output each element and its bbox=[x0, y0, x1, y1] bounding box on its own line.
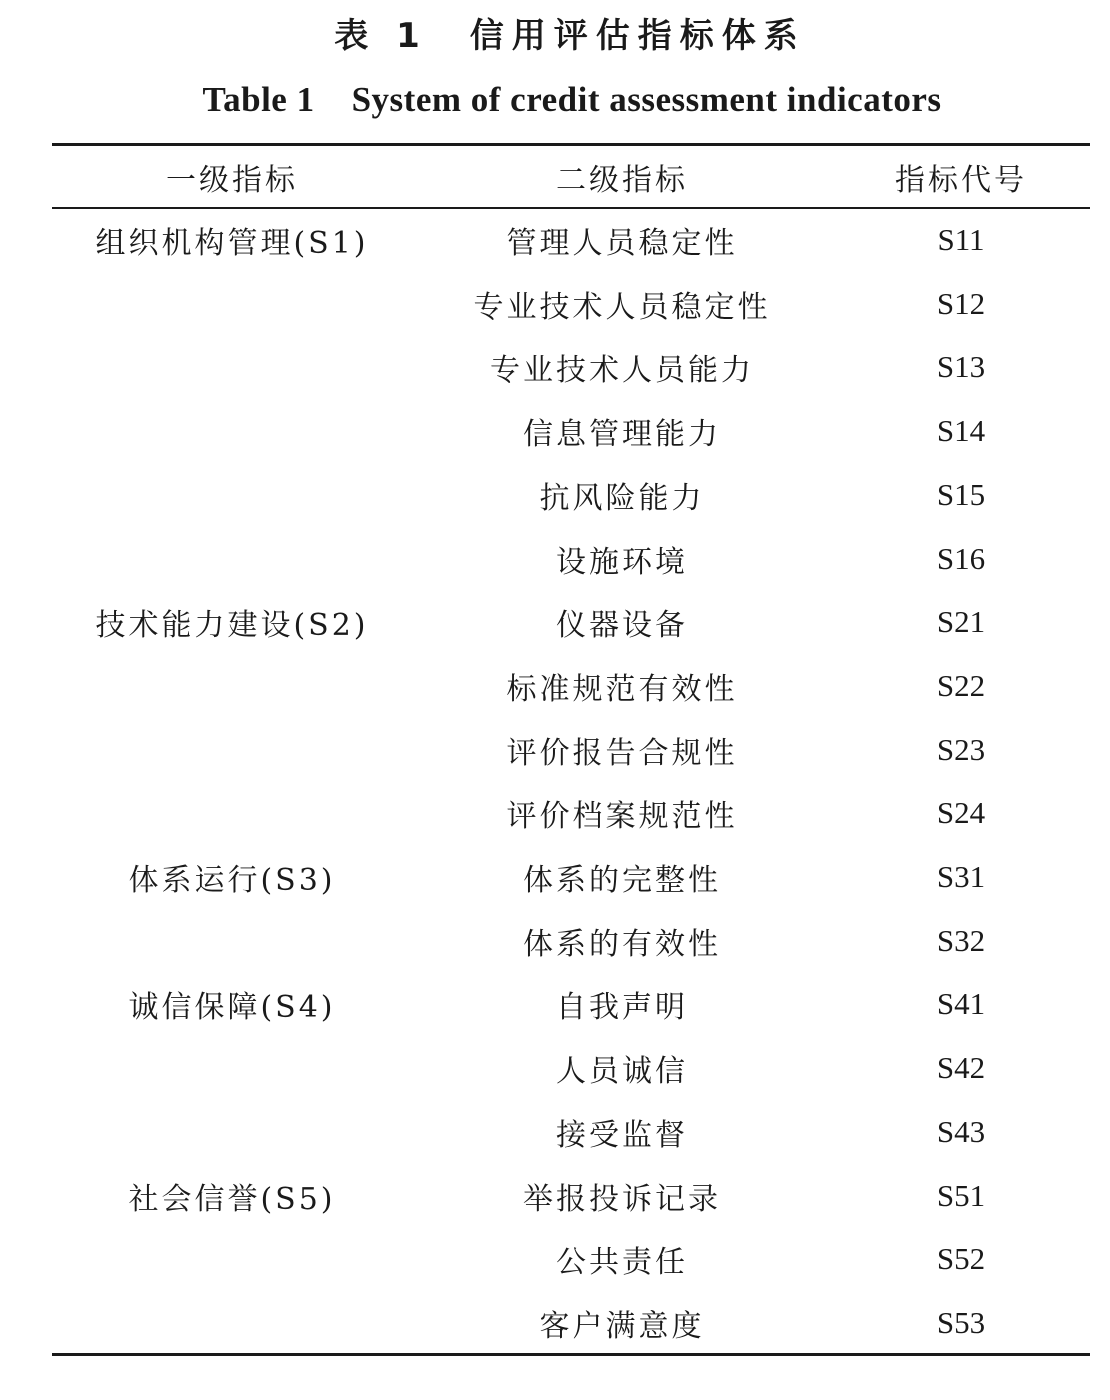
indicator-code-cell: S24 bbox=[936, 795, 986, 831]
table-row bbox=[52, 1100, 1090, 1164]
table-row bbox=[52, 463, 1090, 527]
table-row bbox=[52, 527, 1090, 591]
table-row bbox=[52, 718, 1090, 782]
level1-indicator-cell: 组织机构管理(S1) bbox=[95, 226, 369, 261]
indicator-code-cell: S51 bbox=[936, 1177, 986, 1213]
indicator-code-cell: S52 bbox=[936, 1241, 986, 1277]
table-row bbox=[52, 399, 1090, 463]
indicator-code-cell: S23 bbox=[936, 731, 986, 767]
level2-indicator-cell: 举报投诉记录 bbox=[523, 1181, 721, 1217]
table-row bbox=[52, 845, 1090, 909]
indicator-code-cell: S16 bbox=[936, 540, 986, 576]
indicator-code-cell: S43 bbox=[936, 1113, 986, 1149]
indicator-code-cell: S41 bbox=[936, 986, 986, 1022]
level2-indicator-cell: 信息管理能力 bbox=[523, 417, 721, 453]
table-row bbox=[52, 335, 1090, 399]
table-row bbox=[52, 1036, 1090, 1100]
level2-indicator-cell: 设施环境 bbox=[556, 544, 688, 580]
indicator-code-cell: S14 bbox=[936, 413, 986, 449]
table-bottom-rule bbox=[52, 1353, 1090, 1356]
table-row bbox=[52, 654, 1090, 718]
table-row bbox=[52, 781, 1090, 845]
level2-indicator-cell: 仪器设备 bbox=[556, 608, 688, 644]
indicator-code-cell: S22 bbox=[936, 667, 986, 703]
level2-indicator-cell: 专业技术人员能力 bbox=[490, 353, 754, 389]
level2-indicator-cell: 抗风险能力 bbox=[539, 480, 705, 516]
table-title-english: Table 1 System of credit assessment indicators bbox=[202, 80, 942, 119]
level1-indicator-cell: 技术能力建设(S2) bbox=[95, 608, 369, 644]
level2-indicator-cell: 人员诚信 bbox=[556, 1054, 688, 1090]
level2-indicator-cell: 体系的完整性 bbox=[523, 863, 721, 898]
indicator-code-cell: S12 bbox=[936, 285, 986, 321]
table-row bbox=[52, 1164, 1090, 1228]
level1-indicator-cell: 诚信保障(S4) bbox=[128, 990, 336, 1026]
table-title-chinese: 表 1 信用评估指标体系 bbox=[334, 16, 806, 56]
indicator-code-cell: S53 bbox=[936, 1304, 986, 1340]
level2-indicator-cell: 专业技术人员稳定性 bbox=[473, 289, 771, 325]
level2-indicator-cell: 管理人员稳定性 bbox=[506, 226, 738, 261]
indicator-code-cell: S15 bbox=[936, 476, 986, 512]
table-row bbox=[52, 208, 1090, 272]
header-level2: 二级指标 bbox=[556, 163, 688, 198]
level1-indicator-cell: 体系运行(S3) bbox=[128, 863, 336, 898]
table-header-row bbox=[52, 145, 1090, 209]
table-row bbox=[52, 590, 1090, 654]
header-level1: 一级指标 bbox=[166, 163, 298, 198]
indicator-code-cell: S42 bbox=[936, 1050, 986, 1086]
level2-indicator-cell: 公共责任 bbox=[556, 1245, 688, 1281]
header-code: 指标代号 bbox=[895, 163, 1027, 198]
level2-indicator-cell: 评价报告合规性 bbox=[506, 735, 738, 771]
level2-indicator-cell: 体系的有效性 bbox=[523, 926, 721, 962]
level2-indicator-cell: 客户满意度 bbox=[539, 1308, 705, 1344]
level2-indicator-cell: 自我声明 bbox=[556, 990, 688, 1026]
table-row bbox=[52, 272, 1090, 336]
indicator-code-cell: S11 bbox=[937, 222, 985, 257]
table-row bbox=[52, 1227, 1090, 1291]
level2-indicator-cell: 评价档案规范性 bbox=[506, 799, 738, 835]
level2-indicator-cell: 标准规范有效性 bbox=[506, 671, 738, 707]
table-row bbox=[52, 909, 1090, 973]
indicator-code-cell: S13 bbox=[936, 349, 986, 385]
indicator-code-cell: S32 bbox=[936, 922, 986, 958]
table-row bbox=[52, 1291, 1090, 1355]
indicator-code-cell: S31 bbox=[936, 859, 986, 894]
level1-indicator-cell: 社会信誉(S5) bbox=[128, 1181, 336, 1217]
level2-indicator-cell: 接受监督 bbox=[556, 1117, 688, 1153]
table-row bbox=[52, 972, 1090, 1036]
indicator-code-cell: S21 bbox=[936, 604, 986, 640]
